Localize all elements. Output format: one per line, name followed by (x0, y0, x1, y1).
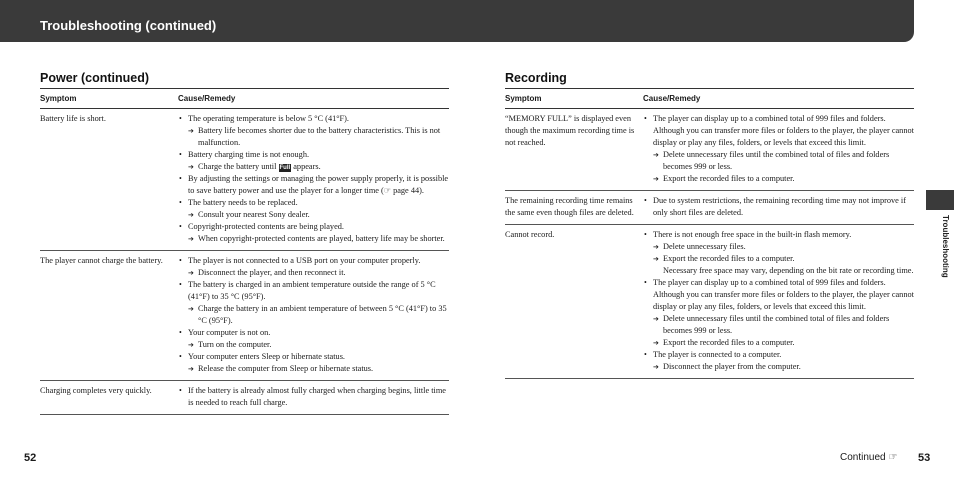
chapter-label: Troubleshooting (941, 215, 950, 278)
remedy-text: Battery life becomes shorter due to the battery characteristics. This is not malfunction. (198, 126, 441, 147)
cause-cell (178, 109, 449, 251)
cause-item (178, 221, 449, 245)
cause-text: The battery is charged in an ambient temperature outside the range of 5 °C (41°F) to 35 °C (95°F). (188, 280, 436, 301)
cause-item (178, 351, 449, 375)
remedy-note: Necessary free space may vary, depending on the bit rate or recording time. (663, 266, 914, 275)
section-title-recording: Recording (505, 71, 567, 85)
cause-item (643, 195, 914, 219)
remedy-text: Charge the battery until (198, 162, 277, 171)
remedy-text: Charge the battery in an ambient temperature of between 5 °C (41°F) to 35 °C (95°F). (198, 304, 447, 325)
cause-text: There is not enough free space in the built-in flash memory. (653, 230, 852, 239)
cause-item (178, 327, 449, 351)
cause-text: The player can display up to a combined total of 999 files and folders. Although you can transfer more files or folders to the player, the player cannot display or play any files, folders, or levels that exceed this limit. (653, 278, 914, 311)
right-arrow-icon: ➔ (653, 255, 659, 263)
table-row (40, 109, 449, 251)
table-row (40, 381, 449, 415)
cause-item (178, 173, 449, 197)
remedy (188, 233, 449, 245)
page-reference: page 44). (393, 186, 424, 195)
symptom-cell: “MEMORY FULL” is displayed even though the maximum recording time is not reached. (505, 109, 643, 191)
remedy-text: Turn on the computer. (198, 340, 272, 349)
page-title: Troubleshooting (continued) (40, 18, 217, 33)
chapter-tab (926, 190, 954, 210)
remedy-text: Release the computer from Sleep or hibernate status. (198, 364, 374, 373)
remedy (653, 253, 914, 265)
remedy-text: Consult your nearest Sony dealer. (198, 210, 310, 219)
cause-cell (178, 381, 449, 415)
remedy-text: When copyright-protected contents are played, battery life may be shorter. (198, 234, 445, 243)
right-arrow-icon: ➔ (188, 305, 194, 313)
continued-indicator (840, 452, 898, 463)
pointing-hand-icon: ☞ (888, 452, 898, 463)
cause-cell (643, 109, 914, 191)
header-bar (0, 0, 914, 42)
pointing-hand-icon: ☞ (383, 186, 391, 195)
cause-item (643, 113, 914, 185)
cause-text: Battery charging time is not enough. (188, 150, 310, 159)
cause-text: Your computer is not on. (188, 328, 271, 337)
recording-table (505, 88, 914, 379)
section-title-power: Power (continued) (40, 71, 150, 85)
right-arrow-icon: ➔ (188, 235, 194, 243)
remedy-text: Disconnect the player, and then reconnect it. (198, 268, 346, 277)
cause-text: If the battery is already almost fully charged when charging begins, little time is needed to reach full charge. (188, 386, 446, 407)
recording-section (505, 70, 914, 379)
table-row (505, 225, 914, 379)
symptom-header: Symptom (40, 89, 178, 109)
cause-item (178, 149, 449, 173)
cause-text: The operating temperature is below 5 °C (41°F). (188, 114, 350, 123)
remedy (653, 149, 914, 173)
cause-item (178, 385, 449, 409)
right-arrow-icon: ➔ (653, 175, 659, 183)
remedy-text: Export the recorded files to a computer. (663, 338, 795, 347)
table-row (40, 251, 449, 381)
symptom-cell: The player cannot charge the battery. (40, 251, 178, 381)
right-arrow-icon: ➔ (188, 365, 194, 373)
remedy (653, 361, 914, 373)
cause-item (643, 277, 914, 349)
right-arrow-icon: ➔ (653, 363, 659, 371)
cause-text: By adjusting the settings or managing the power supply properly, it is possible to save battery power and use the player for a longer time ( (188, 174, 449, 195)
remedy-text: Export the recorded files to a computer. (663, 254, 795, 263)
remedy (188, 267, 449, 279)
cause-text: Copyright-protected contents are being played. (188, 222, 344, 231)
cause-item (178, 279, 449, 327)
cause-item (178, 255, 449, 279)
cause-item (178, 113, 449, 149)
remedy-text: Delete unnecessary files until the combined total of files and folders becomes 999 or less. (663, 150, 890, 171)
remedy (188, 161, 449, 173)
right-arrow-icon: ➔ (653, 339, 659, 347)
symptom-cell: The remaining recording time remains the same even though files are deleted. (505, 191, 643, 225)
battery-full-icon: Full (279, 165, 291, 171)
symptom-cell: Charging completes very quickly. (40, 381, 178, 415)
right-arrow-icon: ➔ (188, 127, 194, 135)
remedy-text: Delete unnecessary files. (663, 242, 746, 251)
cause-text: The battery needs to be replaced. (188, 198, 298, 207)
symptom-header: Symptom (505, 89, 643, 109)
right-arrow-icon: ➔ (188, 211, 194, 219)
cause-text: The player is connected to a computer. (653, 350, 782, 359)
cause-cell (643, 225, 914, 379)
symptom-cell: Cannot record. (505, 225, 643, 379)
cause-text: The player can display up to a combined total of 999 files and folders. Although you can transfer more files or folders to the player, the player cannot display or play any files, folders, or levels that exceed this limit. (653, 114, 914, 147)
cause-text: Your computer enters Sleep or hibernate status. (188, 352, 345, 361)
cause-header: Cause/Remedy (643, 89, 914, 109)
page-number-left: 52 (24, 452, 37, 464)
table-header-row (40, 89, 449, 109)
remedy-text: Export the recorded files to a computer. (663, 174, 795, 183)
cause-header: Cause/Remedy (178, 89, 449, 109)
remedy-text: Disconnect the player from the computer. (663, 362, 801, 371)
right-arrow-icon: ➔ (188, 269, 194, 277)
remedy (188, 303, 449, 327)
symptom-cell: Battery life is short. (40, 109, 178, 251)
remedy (188, 339, 449, 351)
remedy (188, 125, 449, 149)
table-row (505, 109, 914, 191)
cause-text: The player is not connected to a USB port on your computer properly. (188, 256, 421, 265)
table-row (505, 191, 914, 225)
remedy (653, 173, 914, 185)
right-arrow-icon: ➔ (188, 341, 194, 349)
cause-item (643, 349, 914, 373)
remedy-text: Delete unnecessary files until the combined total of files and folders becomes 999 or less. (663, 314, 890, 335)
cause-cell (178, 251, 449, 381)
right-arrow-icon: ➔ (653, 243, 659, 251)
remedy (188, 209, 449, 221)
power-table (40, 88, 449, 415)
remedy (188, 363, 449, 375)
continued-text: Continued (840, 452, 886, 463)
table-header-row (505, 89, 914, 109)
remedy (653, 313, 914, 337)
remedy (653, 241, 914, 253)
cause-item (178, 197, 449, 221)
cause-cell (643, 191, 914, 225)
right-arrow-icon: ➔ (653, 315, 659, 323)
cause-text: Due to system restrictions, the remaining recording time may not improve if only short files are deleted. (653, 196, 906, 217)
right-arrow-icon: ➔ (188, 163, 194, 171)
remedy-text: appears. (293, 162, 321, 171)
power-section (40, 70, 449, 415)
remedy (653, 337, 914, 349)
page-number-right: 53 (918, 452, 931, 464)
cause-item (643, 229, 914, 277)
right-arrow-icon: ➔ (653, 151, 659, 159)
